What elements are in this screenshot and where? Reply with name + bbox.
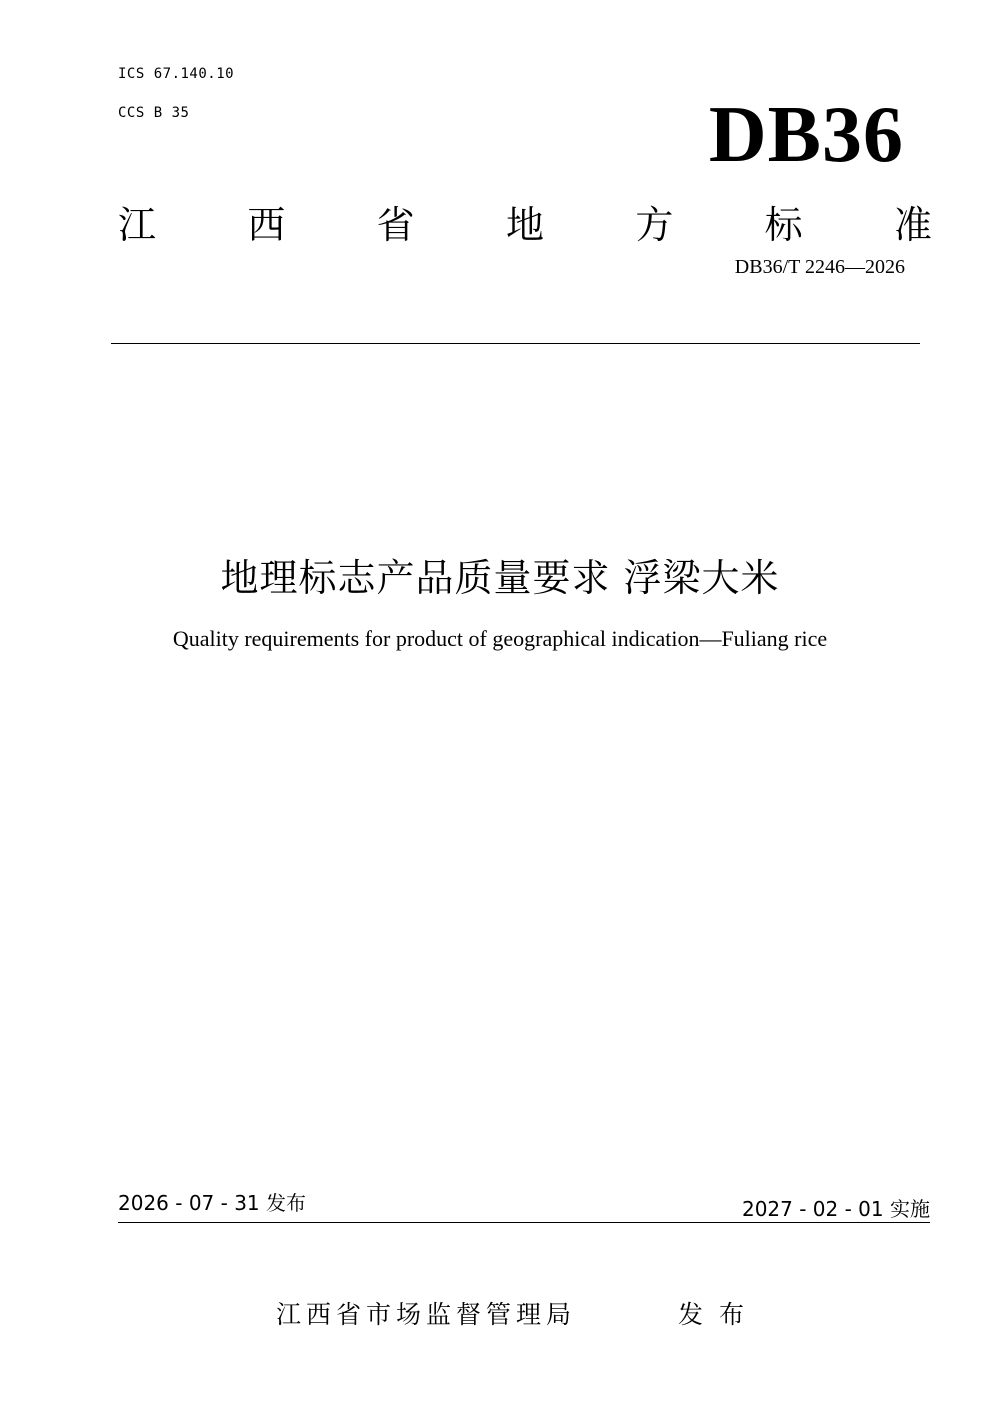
standard-type-char: 地: [505, 203, 544, 247]
implementation-date: 2027 - 02 - 01 实施: [741, 1197, 930, 1221]
standard-type-char: 西: [247, 203, 286, 247]
dates-divider: [118, 1222, 930, 1223]
ics-code: ICS 67.140.10: [118, 66, 235, 82]
standard-type-heading: [118, 203, 932, 247]
standard-type-char: 标: [764, 203, 803, 247]
ccs-code: CCS B 35: [118, 105, 190, 121]
standard-type-char: 江: [118, 203, 157, 247]
document-title-chinese: 地理标志产品质量要求 浮梁大米: [220, 556, 780, 600]
issue-date: 2026 - 07 - 31 发布: [118, 1191, 307, 1215]
publish-label: 发布: [678, 1300, 761, 1329]
standard-type-char: 准: [893, 203, 932, 247]
standard-type-char: 方: [635, 203, 674, 247]
header-divider: [111, 343, 920, 344]
standard-logo: DB36: [708, 91, 904, 179]
publisher-name: 江西省市场监督管理局: [276, 1300, 577, 1329]
standard-number: DB36/T 2246—2026: [734, 256, 905, 278]
standard-type-char: 省: [376, 203, 415, 247]
document-title-english: Quality requirements for product of geographical indication—Fuliang rice: [172, 626, 828, 651]
